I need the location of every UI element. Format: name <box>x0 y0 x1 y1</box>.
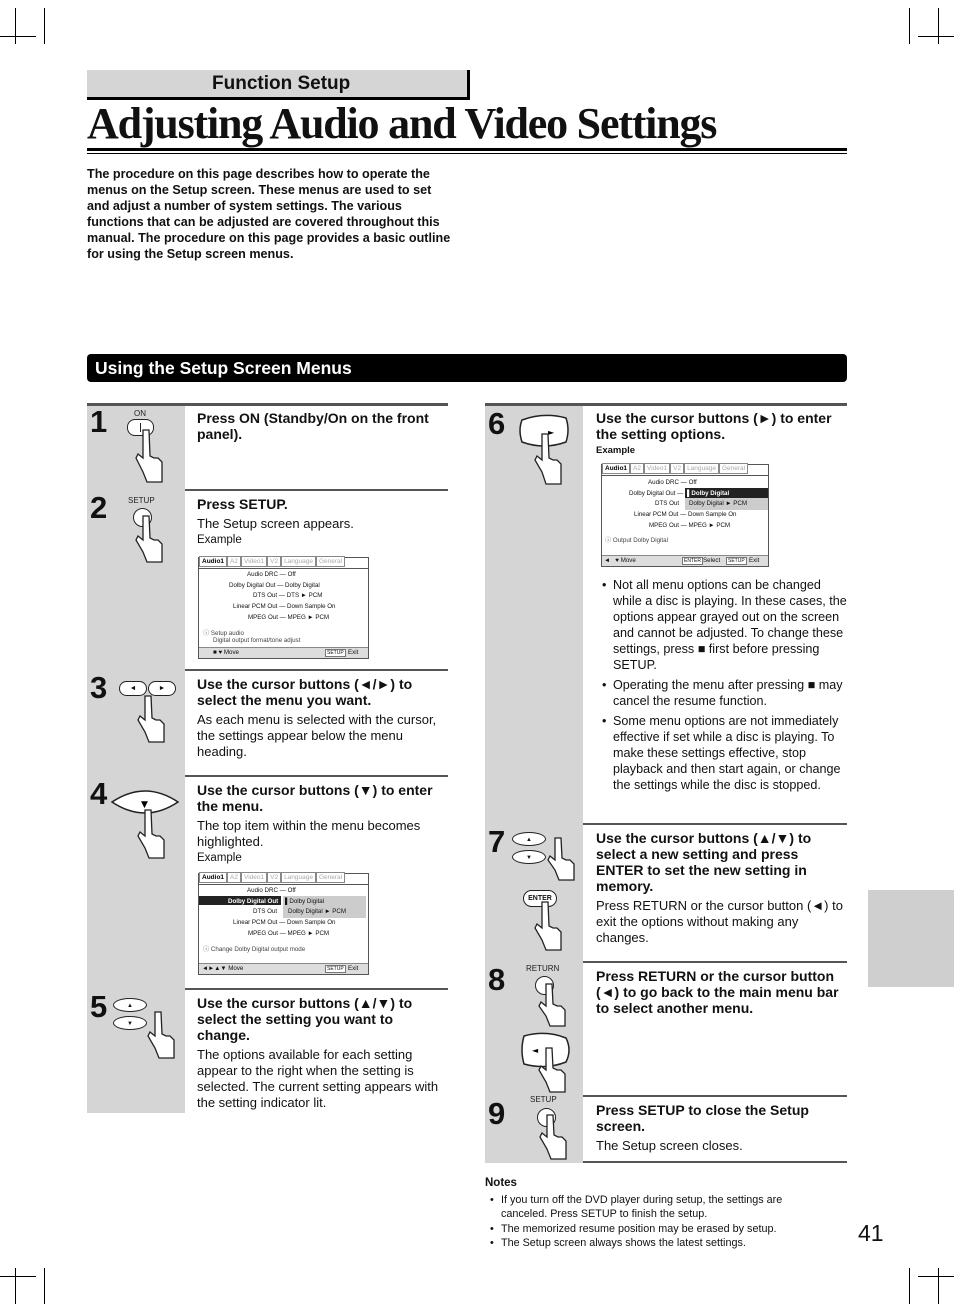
section-heading-label: Using the Setup Screen Menus <box>95 358 352 378</box>
note-item: • The memorized resume position may be erased by setup. <box>485 1222 825 1237</box>
crop-mark <box>44 1268 45 1304</box>
hand-icon <box>537 1046 567 1094</box>
hand-icon <box>533 900 563 952</box>
step-number: 1 <box>90 404 108 439</box>
tab-audio1: Audio1 <box>199 556 227 567</box>
tab-v2: V2 <box>267 872 281 883</box>
crop-mark <box>938 1268 939 1304</box>
side-tab <box>868 890 954 987</box>
tab-video1: Video1 <box>644 463 670 474</box>
screen-footer <box>199 963 368 974</box>
move-hint: ◄ ♥ Move <box>604 557 636 564</box>
exit-label: Exit <box>348 649 359 656</box>
note-item: • The Setup screen always shows the latest settings. <box>485 1236 825 1251</box>
step-divider <box>185 988 448 990</box>
exit-label: Exit <box>348 965 359 972</box>
step-number: 7 <box>488 824 506 859</box>
move-label: Move <box>223 649 239 656</box>
step-3 <box>197 676 445 760</box>
intro-paragraph: The procedure on this page describes how to operate the menus on the Setup screen. These menus are used to set and adjust a number of system settings. The various functions that can be adjusted are covered throughout this manual. The procedure on this page provides a basic outline for using the Setup screen menus. <box>87 167 451 261</box>
step-body: The Setup screen appears. <box>197 516 354 531</box>
step-divider <box>185 775 448 777</box>
example-label: Example <box>197 534 242 546</box>
step-8 <box>596 968 848 1016</box>
option-label: Dolby Digital <box>289 898 325 905</box>
hand-icon <box>533 432 563 486</box>
setup-key: SETUP <box>728 558 745 564</box>
crop-mark <box>918 36 954 37</box>
crop-mark <box>0 36 36 37</box>
enter-button: ENTER <box>523 890 557 907</box>
cursor-down-button: ▼ <box>113 1016 147 1030</box>
menu-line: MPEG Out — MPEG ► PCM <box>248 614 330 621</box>
step-heading: Use the cursor buttons (◄/►) to select the menu you want. <box>197 676 413 708</box>
cursor-down-button: ▼ <box>512 850 546 864</box>
bullet-item: • Operating the menu after pressing ■ may cancel the resume function. <box>601 677 849 709</box>
tab-a2: A2 <box>227 556 241 567</box>
column-top-rule <box>485 403 847 406</box>
section-tab <box>87 70 470 100</box>
step-body: The top item within the menu becomes highlighted. <box>197 818 421 849</box>
info-icon: ⓘ Change Dolby Digital output mode <box>203 946 306 953</box>
step-divider <box>185 489 448 491</box>
step-5 <box>197 995 445 1111</box>
step-4 <box>197 782 445 864</box>
screen-info: Output Dolby Digital <box>612 537 668 544</box>
move-hint: ◄►▲▼ Move <box>202 965 244 972</box>
step-body: The options available for each setting appear to the right when the setting is selected. The current setting appears with the setting indicator lit. <box>197 1047 439 1110</box>
tab-a2: A2 <box>630 463 644 474</box>
step-7 <box>596 830 846 946</box>
tab-general: General <box>316 556 345 567</box>
option-label: Dolby Digital <box>691 490 730 497</box>
note-item: • If you turn off the DVD player during setup, the settings are canceled. Press SETUP to finish the setup. <box>485 1193 825 1222</box>
screen-info: Change Dolby Digital output mode <box>210 946 306 953</box>
hand-icon <box>134 514 164 564</box>
step-heading: Use the cursor buttons (▼) to enter the menu. <box>197 782 433 814</box>
menu-line: Audio DRC — Off <box>247 571 296 578</box>
move-label: Move <box>228 965 244 972</box>
crop-mark <box>0 1276 36 1277</box>
crop-mark <box>909 1268 910 1304</box>
menu-tabs <box>602 463 748 473</box>
info-icon: ⓘ Setup audio <box>203 630 244 637</box>
crop-mark <box>918 1276 954 1277</box>
svg-text:►: ► <box>548 428 555 437</box>
step-body: Press RETURN or the cursor button (◄) to exit the options without making any changes. <box>596 898 843 945</box>
tab-language: Language <box>281 556 316 567</box>
example-label: Example <box>596 445 636 456</box>
option-alt: Dolby Digital ► PCM <box>689 500 748 507</box>
screen-footer <box>602 555 768 566</box>
setup-key: SETUP <box>327 966 344 972</box>
cursor-right-button: ► <box>148 681 176 696</box>
svg-text:▼: ▼ <box>141 800 148 810</box>
step-number: 9 <box>488 1096 506 1131</box>
step-6 <box>596 410 848 456</box>
setup-key: SETUP <box>327 650 344 656</box>
tab-language: Language <box>684 463 719 474</box>
step-heading: Press SETUP to close the Setup screen. <box>596 1102 809 1134</box>
step-divider <box>583 1161 847 1163</box>
title-rule-thin <box>87 153 847 154</box>
section-tab-label: Function Setup <box>212 73 351 94</box>
tab-v2: V2 <box>267 556 281 567</box>
hand-icon <box>134 428 164 484</box>
tab-a2: A2 <box>227 872 241 883</box>
step-divider <box>583 823 847 825</box>
on-button-label: ON <box>134 409 146 418</box>
step-heading: Press RETURN or the cursor button (◄) to go back to the main menu bar to select another menu. <box>596 968 839 1016</box>
step-heading: Use the cursor buttons (►) to enter the setting options. <box>596 410 832 442</box>
menu-line: DTS Out <box>253 908 278 915</box>
step-number: 3 <box>90 670 108 705</box>
menu-line: DTS Out <box>655 500 680 507</box>
enter-key: ENTER <box>684 558 701 564</box>
step-divider <box>583 961 847 963</box>
hand-icon <box>146 1010 176 1060</box>
menu-line: Linear PCM Out — Down Sample On <box>233 603 336 610</box>
step-6-notes <box>601 577 849 797</box>
bullet-item: • Not all menu options can be changed while a disc is playing. In these cases, the options appear grayed out on the screen and cannot be adjusted. To change these settings, press ■ first before pressing SETUP. <box>601 577 849 673</box>
step-body: The Setup screen closes. <box>596 1138 743 1153</box>
cursor-up-button: ▲ <box>512 832 546 846</box>
tab-general: General <box>719 463 748 474</box>
step-divider <box>185 669 448 671</box>
menu-tabs <box>199 556 345 566</box>
menu-line: MPEG Out — MPEG ► PCM <box>248 930 330 937</box>
setup-button-label: SETUP <box>530 1095 557 1104</box>
select-label: Select <box>703 557 721 564</box>
move-hint: ■ ♥ Move <box>213 649 239 656</box>
menu-line: MPEG Out — MPEG ► PCM <box>649 522 731 529</box>
screen-info: Setup audio <box>210 630 244 637</box>
menu-line: Audio DRC — Off <box>247 887 296 894</box>
move-label: Move <box>620 557 636 564</box>
step-9 <box>596 1102 846 1154</box>
hand-icon <box>136 808 166 860</box>
step-body: As each menu is selected with the cursor, the settings appear below the menu heading. <box>197 712 437 759</box>
bullet-item: • Some menu options are not immediately effective if set while a disc is playing. To make these settings effective, stop playback and then start again, or change the settings while the disc is stopped. <box>601 713 849 793</box>
step-number: 4 <box>90 776 108 811</box>
tab-video1: Video1 <box>241 872 267 883</box>
column-top-rule <box>87 403 448 406</box>
screen-footer <box>199 647 368 658</box>
menu-tabs <box>199 872 345 882</box>
step-number: 6 <box>488 406 506 441</box>
crop-mark <box>15 1268 16 1304</box>
cursor-left-button: ◄ <box>119 681 147 696</box>
return-button-label: RETURN <box>526 964 560 973</box>
section-heading <box>87 354 847 382</box>
crop-mark <box>938 8 939 44</box>
page-title: Adjusting Audio and Video Settings <box>87 99 717 148</box>
tab-audio1: Audio1 <box>602 463 630 474</box>
setup-screen-example <box>198 557 369 659</box>
setup-button-label: SETUP <box>128 496 155 505</box>
tab-general: General <box>316 872 345 883</box>
step-heading: Press ON (Standby/On on the front panel). <box>197 410 429 442</box>
menu-line: DTS Out — DTS ► PCM <box>253 592 323 599</box>
step-divider <box>583 1095 847 1097</box>
notes-title: Notes <box>485 1177 517 1189</box>
menu-line: Linear PCM Out — Down Sample On <box>233 919 336 926</box>
info-icon: ⓘ Output Dolby Digital <box>605 537 668 544</box>
title-rule <box>87 148 847 151</box>
option-current: ▌Dolby Digital <box>285 898 325 905</box>
crop-mark <box>44 8 45 44</box>
tab-audio1: Audio1 <box>199 872 227 883</box>
exit-label: Exit <box>749 557 760 564</box>
screen-info-2: Digital output format/tone adjust <box>213 637 301 644</box>
notes-section <box>485 1176 825 1251</box>
step-number: 8 <box>488 962 506 997</box>
step-heading: Press SETUP. <box>197 496 288 512</box>
option-alt: Dolby Digital ► PCM <box>288 908 347 915</box>
menu-line-selected: Dolby Digital Out <box>228 898 279 905</box>
step-1 <box>197 410 445 442</box>
cursor-up-button: ▲ <box>113 998 147 1012</box>
example-label: Example <box>197 852 242 864</box>
menu-line: Dolby Digital Out — <box>629 490 684 497</box>
hand-icon <box>537 982 567 1028</box>
hand-icon <box>546 836 576 882</box>
svg-text:◄: ◄ <box>532 1046 539 1055</box>
step-heading: Use the cursor buttons (▲/▼) to select a new setting and press ENTER to set the new setting in memory. <box>596 830 812 894</box>
menu-line: Audio DRC — Off <box>648 479 697 486</box>
step-heading: Use the cursor buttons (▲/▼) to select the setting you want to change. <box>197 995 413 1043</box>
tab-v2: V2 <box>670 463 684 474</box>
crop-mark <box>909 8 910 44</box>
setup-screen-example <box>601 464 769 567</box>
tab-language: Language <box>281 872 316 883</box>
page-number: 41 <box>858 1220 884 1246</box>
step-number: 5 <box>90 989 108 1024</box>
step-number: 2 <box>90 490 108 525</box>
hand-icon <box>538 1113 568 1161</box>
crop-mark <box>15 8 16 44</box>
option-selected: ▌Dolby Digital <box>687 490 730 497</box>
step-2 <box>197 496 445 546</box>
hand-icon <box>136 694 166 744</box>
menu-line: Linear PCM Out — Down Sample On <box>634 511 737 518</box>
menu-line: Dolby Digital Out — Dolby Digital <box>229 582 320 589</box>
tab-video1: Video1 <box>241 556 267 567</box>
setup-screen-example <box>198 873 369 975</box>
